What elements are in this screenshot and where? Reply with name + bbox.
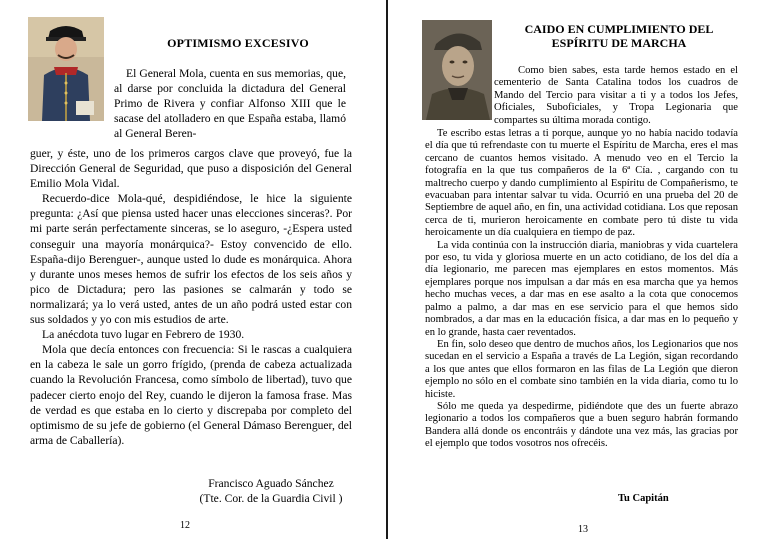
article-paragraph: Mola que decía entonces con frecuencia: Si le rascas a cualquiera en la cabeza le sale un gorro frígido, (prenda de cabeza actualizada cuando la Revolución Francesa, como símbolo de libertad), tuvo que padecer cierto enojo del Rey, cuando le dijeron la famosa frase. Mas de verdad es que estaba en lo cierto y discrepaba por completo del optimismo de su jefe de gobierno (el General Dámaso Berenguer, del arma de Caballería). <box>30 343 352 447</box>
page-number: 12 <box>180 520 190 531</box>
general-portrait-photo <box>28 17 104 121</box>
title-line: CAIDO EN CUMPLIMIENTO DEL <box>524 22 714 36</box>
title-line: ESPÍRITU DE MARCHA <box>551 36 687 50</box>
article-paragraph: Sólo me queda ya despedirme, pidiéndote que des un fuerte abrazo legionario a todos los compañeros que a buen seguro habrán formando Bandera allá donde os encontráis y dándote una vez más, las gracias por el ejemplo que todos vosotros nos ofrecéis. <box>425 400 738 450</box>
soldier-portrait-photo <box>422 20 492 120</box>
author-signature <box>176 476 366 506</box>
article-body <box>30 146 352 448</box>
article-intro: Como bien sabes, esta tarde hemos estado en el cementerio de Santa Catalina todos los cuadros de Mando del Tercio para visitar a ti y a todos los Jefes, Oficiales, Suboficiales, y Tropa Legionaria que compartes su última morada contigo. <box>494 65 738 126</box>
author-name: Francisco Aguado Sánchez <box>208 477 334 490</box>
article-paragraph: guer, y éste, uno de los primeros cargos clave que proveyó, fue la Dirección General de Seguridad, que puso a disposición del General Emilio Mola Vidal. <box>30 147 352 191</box>
page-number: 13 <box>578 524 588 535</box>
right-page <box>388 0 773 539</box>
article-paragraph: La vida continúa con la instrucción diaria, maniobras y vida cuartelera por eso, tu vida y gloriosa muerte en un acto cotidiano, de los del día a día legionario, me parecen mas ejemplares en estos momentos. Más ejemplares porque nos impulsan a dar más en esa marcha que ya hemos hecho muchas veces, a dar mas en ese asalto a la cota que conocemos palmo a palmo, a dar mas en ese servicio para el que hemos sido nombrados, a dar mas en la educación física, a dar mas en lo pequeño y en lo grande, hasta caer reventados. <box>425 239 738 338</box>
article-paragraph: En fin, solo deseo que dentro de muchos años, los Legionarios que nos sucedan en el servicio a España a través de La Legión, sigan recordando a los que antes que ellos formaron en las filas de La Legión que dieron ejemplo no sólo en el combate sino también en la vida diaria, como tu lo hiciste. <box>425 338 738 400</box>
signature: Tu Capitán <box>618 493 669 504</box>
left-page <box>0 0 386 539</box>
author-rank: (Tte. Cor. de la Guardia Civil ) <box>199 492 343 506</box>
article-body <box>425 128 738 451</box>
article-title <box>500 22 738 50</box>
article-title: OPTIMISMO EXCESIVO <box>167 36 309 50</box>
article-paragraph: Te escribo estas letras a ti porque, aunque yo no había nacido todavía el día que tú refrendaste con tu muerte el Espíritu de Marcha, eres el mas cercano de cuantos hemos visitado. A menudo veo en el Tercio la fotografía en la que tus compañeros de la 6ª Cía. , cargando con tu maltrecho cuerpo y dando cumplimiento al Espíritu de Compañerismo, te evacuaban para intentar salvar tu vida. Ocurrió en una prueba del 20 de Septiembre de aquel año, en fin, una actividad cotidiana. Los que reposan cerca de ti, murieron heroicamente en combate pero tú diste tu vida heroicamente un día cualquiera en tiempo de paz. <box>425 128 738 239</box>
article-paragraph: La anécdota tuvo lugar en Febrero de 1930. <box>42 328 245 342</box>
article-intro: El General Mola, cuenta en sus memorias, que, al darse por concluida la dictadura del General Primo de Rivera y confiar Alfonso XIII que le sacase del atolladero en que España estaba, llamó al General Beren- <box>114 67 346 141</box>
article-paragraph: Recuerdo-dice Mola-qué, despidiéndose, le hice la siguiente pregunta: ¿Así que piensa usted hacer unas elecciones sinceras?. Por mi parte serán perfectamente sinceras, se lo aseguro, -¿Espera usted conseguir una mayoría monárquica?- Estoy convencido de ello. España-dijo Berenguer-, aunque usted lo dude es monárquica. Ahora y durante unos meses hemos de sufrir los efectos de los seis años y pico de Dictadura; pero las pasiones se calmarán y todo se normalizará; ya lo verá usted, antes de un año podrá usted estar con sus soldados y yo con mis estudios de arte. <box>30 192 352 327</box>
